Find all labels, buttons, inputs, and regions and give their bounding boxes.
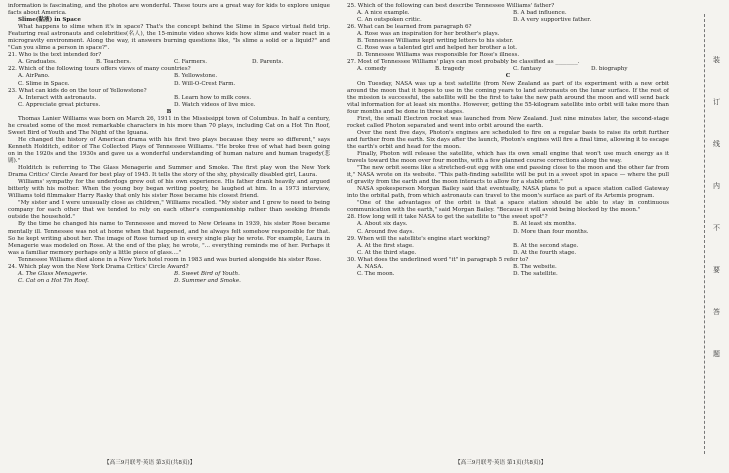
option: A. Rose was an inspiration for her brother's plays. bbox=[357, 31, 500, 38]
question-24-options bbox=[8, 271, 330, 285]
binding-note-char: 内 bbox=[713, 182, 720, 190]
passage-b-p7: Tennessee Williams died alone in a New York hotel room in 1983 and was buried alongside his sister Rose. bbox=[18, 256, 322, 263]
passage-c-p6: NASA spokesperson Morgan Bailey said that eventually, NASA plans to put a space station called Gateway into the orbital path, from which astronauts can travel to the moon's surface as part of its Artemis program. bbox=[347, 186, 669, 200]
option: C. Slime in Space. bbox=[18, 80, 70, 87]
footer-page-left: 【高三9月联考·英语 第3页(共8页)】 bbox=[104, 460, 196, 466]
option: C. fantasy bbox=[513, 66, 542, 73]
question-25: 25. Which of the following can best describe Tennessee Williams' father? bbox=[347, 3, 555, 9]
binding-line bbox=[704, 14, 705, 454]
passage-c-p3: Over the next five days, Photon's engines are scheduled to fire on a regular basis to raise its orbit further and further from the earth. Six days after the launch, Photon's engines will fire a final time, allowing it to escape the earth's orbit and head for the moon. bbox=[347, 129, 669, 150]
passage-b-p2: He changed the history of American drama with his first two plays because they were so different," says Kenneth Holditch, editor of The Collected Plays of Tennessee Williams. "He broke free of what had been going on in the 1920s and the 1930s and gave us a wonderful understanding of human nature and human tragedy(悲剧)." bbox=[8, 136, 330, 165]
option: A. AirPano. bbox=[18, 73, 50, 80]
binding-note-char: 线 bbox=[713, 140, 720, 148]
option: C. Cat on a Hot Tin Roof. bbox=[18, 277, 89, 284]
right-column bbox=[347, 3, 669, 473]
question-27-options bbox=[347, 66, 669, 73]
option: D. At the fourth stage. bbox=[513, 249, 577, 256]
question-23-options bbox=[8, 95, 330, 109]
option: D. A very supportive father. bbox=[513, 17, 592, 24]
binding-note-char: 要 bbox=[713, 266, 720, 274]
option: D. Tennessee Williams was responsible for Rose's illness. bbox=[357, 52, 520, 59]
footer-page-right: 【高三9月联考·英语 第1页(共8页)】 bbox=[455, 460, 547, 466]
option: C. At the third stage. bbox=[357, 249, 417, 256]
option: D. Summer and Smoke. bbox=[174, 277, 241, 284]
option: D. Watch videos of live mice. bbox=[174, 101, 256, 108]
option: C. Rose was a talented girl and helped her brother a lot. bbox=[357, 45, 518, 52]
question-30: 30. What does the underlined word "it" in paragraph 5 refer to? bbox=[347, 256, 529, 263]
left-column bbox=[8, 3, 330, 473]
slime-title: Slime(黏液) in Space bbox=[18, 17, 81, 24]
passage-c-p5: "The new orbit seems like a stretched-out egg with one end passing close to the moon and the other far from it," NASA wrote on its website. "This path-finding satellite will be put in a sweet spot in space — where the pull of gravity from the earth and the moon interacts to allow for a stable orbit." bbox=[347, 165, 669, 186]
binding-note-char: 不 bbox=[713, 224, 720, 232]
question-26-options bbox=[347, 31, 669, 59]
option: D. biography bbox=[591, 66, 628, 73]
question-29: 29. When will the satellite's engine start working? bbox=[347, 235, 490, 242]
option: D. More than four months. bbox=[513, 228, 589, 235]
option: B. tragedy bbox=[435, 66, 465, 73]
option: A. Interact with astronauts. bbox=[18, 94, 97, 101]
option: A. NASA. bbox=[357, 263, 384, 270]
option: B. Sweet Bird of Youth. bbox=[174, 270, 240, 277]
binding-note-char: 订 bbox=[713, 98, 720, 106]
question-23: 23. What can kids do on the tour of Yellowstone? bbox=[8, 87, 147, 94]
option: B. At least six months. bbox=[513, 221, 577, 228]
slime-text: What happens to slime when it's in space? That's the concept behind the Slime in Space virtual field trip. Featuring real astronauts and celebrities(名人), the 15-minute video shows kids how slime and water react in a microgravity environment. Along the way, it answers burning questions like, "Is slime a solid or a liquid?" and "Can you slime a person in space?". bbox=[8, 24, 330, 52]
passage-b-p6: By the time he changed his name to Tennessee and moved to New Orleans in 1939, his sister Rose became mentally ill. Tennessee was not at home when that happened, and he always felt somehow responsible for that. So he kept writing about her. The image of Rose turned up in every single play he wrote. For example, Laura in Menagerie was modeled on Rose. At the end of the play, he wrote, "... everything reminds me of her. Perhaps it was a familiar memory perhaps only a little piece of glass...." bbox=[8, 221, 330, 256]
passage-c-p7: "One of the advantages of the orbit is that a space station should be able to stay in continuous communication with the earth," said Morgan Bailey. "Because it will avoid being blocked by the moon." bbox=[347, 200, 669, 214]
option: B. Tennessee Williams kept writing letters to his sister. bbox=[357, 38, 514, 45]
intro-end: information is fascinating, and the photos are wonderful. These tours are a great way for kids to explore unique facts about America. bbox=[8, 3, 330, 17]
passage-c-p1: On Tuesday, NASA was up a test satellite (from New Zealand as part of its experiment with a new orbit around the moon that it hopes to use in the coming years to land astronauts on the lunar surface. If the rest of the mission is successful, the satellite will be the first to take the new path around the moon and will send back vital information for at least six months. However, getting the 55-kilogram satellite into orbit will take more than four months and be done in three stages. bbox=[347, 80, 669, 115]
question-21: 21. Who is the text intended for? bbox=[8, 52, 102, 59]
question-21-options bbox=[8, 59, 330, 66]
option: C. Farmers. bbox=[174, 59, 208, 66]
option: A. Graduates. bbox=[18, 59, 57, 66]
option: A. About six days. bbox=[357, 221, 408, 228]
binding-note-char: 装 bbox=[713, 56, 720, 64]
option: C. Around five days. bbox=[357, 228, 414, 235]
option: B. The website. bbox=[513, 263, 557, 270]
option: B. A bad influence. bbox=[513, 10, 567, 17]
option: A. At the first stage. bbox=[357, 242, 414, 249]
passage-c-p2: First, the small Electron rocket was launched from New Zealand. Just nine minutes later, the second-stage rocket called Photon separated and went into orbit around the earth. bbox=[347, 115, 669, 129]
option: A. The Glass Menagerie. bbox=[18, 270, 88, 277]
option: B. Learn how to milk cows. bbox=[174, 94, 251, 101]
option: B. Teachers. bbox=[96, 59, 131, 66]
option: C. An outspoken critic. bbox=[357, 17, 422, 24]
question-28-options bbox=[347, 221, 669, 235]
option: B. At the second stage. bbox=[513, 242, 579, 249]
option: A. A nice example. bbox=[357, 10, 410, 17]
passage-b-p5: "My sister and I were unusually close as children," Williams recalled. "My sister and I grew to need to being company for each other that we tended to rely on each other's companionship rather than seeking friends outside the household." bbox=[8, 200, 330, 221]
binding-note-char: 答 bbox=[713, 308, 720, 316]
option: D. Will-O-Crest Farm. bbox=[174, 80, 236, 87]
question-27: 27. Most of Tennessee Williams' plays can most probably be classified as ________. bbox=[347, 59, 580, 66]
option: D. Parents. bbox=[252, 59, 284, 66]
question-22: 22. Which of the following tours offers views of many countries? bbox=[8, 66, 191, 73]
option: A. comedy bbox=[357, 66, 387, 73]
option: B. Yellowstone. bbox=[174, 73, 218, 80]
question-24: 24. Which play won the New York Drama Critics' Circle Award? bbox=[8, 263, 189, 270]
question-28: 28. How long will it take NASA to get the satellite to "the sweet spot"? bbox=[347, 214, 548, 221]
passage-c-p4: Finally, Photon will release the satellite, which has its own small engine that won't use much energy as it travels toward the moon over four months, with a few planned course corrections along the way. bbox=[347, 150, 669, 165]
question-29-options bbox=[347, 243, 669, 257]
passage-b-p3: Holditch is referring to The Glass Menagerie and Summer and Smoke. The first play won the New York Drama Critics' Circle Award for best play of 1945. It tells the story of the shy, physically disabled girl, Laura. bbox=[8, 165, 330, 179]
option: D. The satellite. bbox=[513, 270, 558, 277]
question-30-options bbox=[347, 264, 669, 278]
question-25-options bbox=[347, 10, 669, 24]
option: C. The moon. bbox=[357, 270, 395, 277]
binding-note-char: 题 bbox=[713, 350, 720, 358]
passage-b-p1: Thomas Lanier Williams was born on March 26, 1911 in the Mississippi town of Columbus. In half a century, he created some of the most remarkable characters in his more than 70 plays, including Cat on a Hot Tin Roof, Sweet Bird of Youth and The Night of the Iguana. bbox=[8, 115, 330, 136]
question-26: 26. What can be learned from paragraph 6? bbox=[347, 24, 472, 31]
section-b-heading: B bbox=[166, 108, 172, 115]
passage-b-p4: Williams' sympathy for the underdogs grew out of his own experience. His father drank heavily and argued bitterly with his mother. When the young boy began writing poetry, he laughed at him. In a 1973 interview, Williams told filmmaker Harry Rasky that only his sister Rose became his closest friend. bbox=[8, 179, 330, 200]
option: C. Appreciate great pictures. bbox=[18, 101, 101, 108]
section-c-heading: C bbox=[505, 73, 511, 80]
question-22-options bbox=[8, 73, 330, 87]
